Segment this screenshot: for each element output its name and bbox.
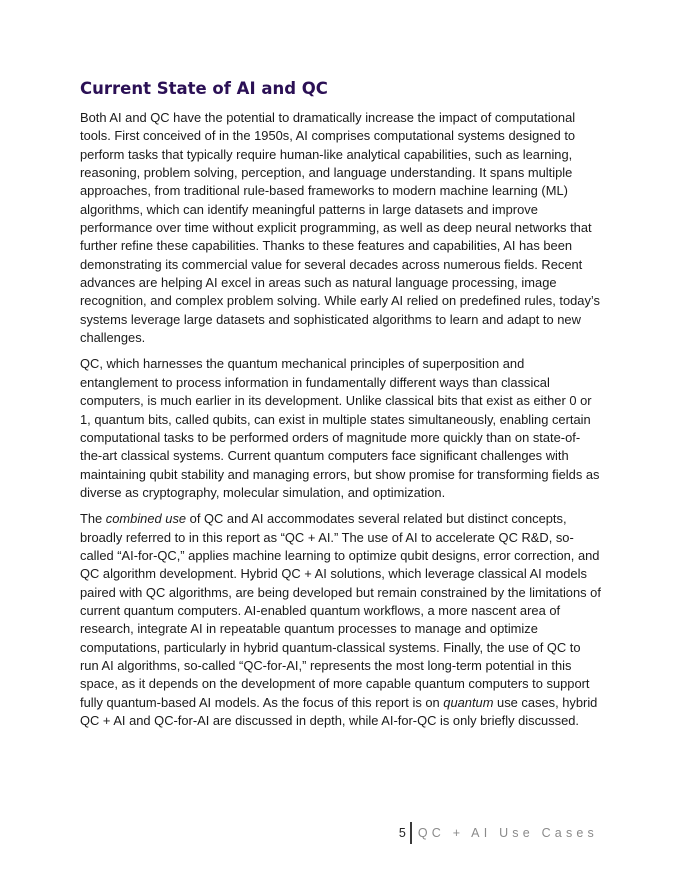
paragraph-text-segment: of QC and AI accommodates several related but distinct concepts, broadly referred to in this report as “QC + AI.” The use of AI to accelerate QC R&D, so-called “AI-for-QC,” applies machine learning to optimize qubit designs, error correction, and QC algorithm development. Hybrid QC + AI solutions, which leverage classical AI models paired with QC algorithms, are being developed but remain constrained by the limitations of current quantum computers. AI-enabled quantum workflows, a more nascent area of research, integrate AI in repeatable quantum processes to manage and optimize computations, particularly in hybrid quantum-classical systems. Finally, the use of QC to run AI algorithms, so-called “QC-for-AI,” represents the most long-term potential in this space, as it depends on the development of more capable quantum computers to support fully quantum-based AI models. As the focus of this report is on bbox=[80, 511, 601, 710]
paragraph-combined-use bbox=[80, 510, 602, 730]
section-heading: Current State of AI and QC bbox=[80, 79, 328, 98]
emphasis-quantum: quantum bbox=[443, 694, 494, 710]
paragraph-qc-overview: QC, which harnesses the quantum mechanical principles of superposition and entanglement to process information in fundamentally different ways than classical computers, is much earlier in its development. Unlike classical bits that exist as either 0 or 1, quantum bits, called qubits, can exist in multiple states simultaneously, enabling certain computational tasks to be performed orders of magnitude more quickly than on state-of-the-art classical systems. Current quantum computers face significant challenges with maintaining qubit stability and managing errors, but show promise for transforming fields as diverse as cryptography, molecular simulation, and optimization. bbox=[80, 356, 600, 500]
page-number: 5 bbox=[398, 826, 406, 840]
paragraph-text-segment: The bbox=[80, 511, 106, 527]
paragraph-text-segment: use cases, hybrid QC + AI and QC-for-AI are discussed in depth, while AI-for-QC is only briefly discussed. bbox=[80, 694, 598, 728]
page-footer bbox=[399, 822, 598, 844]
paragraph-ai-overview: Both AI and QC have the potential to dramatically increase the impact of computational tools. First conceived of in the 1950s, AI comprises computational systems designed to perform tasks that typically require human-like analytical capabilities, such as learning, reasoning, problem solving, perception, and language understanding. It spans multiple approaches, from traditional rule-based frameworks to modern machine learning (ML) algorithms, which can identify meaningful patterns in large datasets and improve performance over time without explicit programming, as well as deep neural networks that further refine these capabilities. Thanks to these features and capabilities, AI has been demonstrating its commercial value for several decades across numerous fields. Recent advances are helping AI excel in areas such as natural language processing, image recognition, and complex problem solving. While early AI relied on predefined rules, today’s systems leverage large datasets and sophisticated algorithms to learn and adapt to new challenges. bbox=[80, 110, 600, 346]
footer-report-title: QC + AI Use Cases bbox=[417, 826, 598, 840]
emphasis-combined-use: combined use bbox=[105, 511, 187, 527]
page-content bbox=[80, 78, 602, 738]
footer-divider bbox=[410, 822, 412, 844]
